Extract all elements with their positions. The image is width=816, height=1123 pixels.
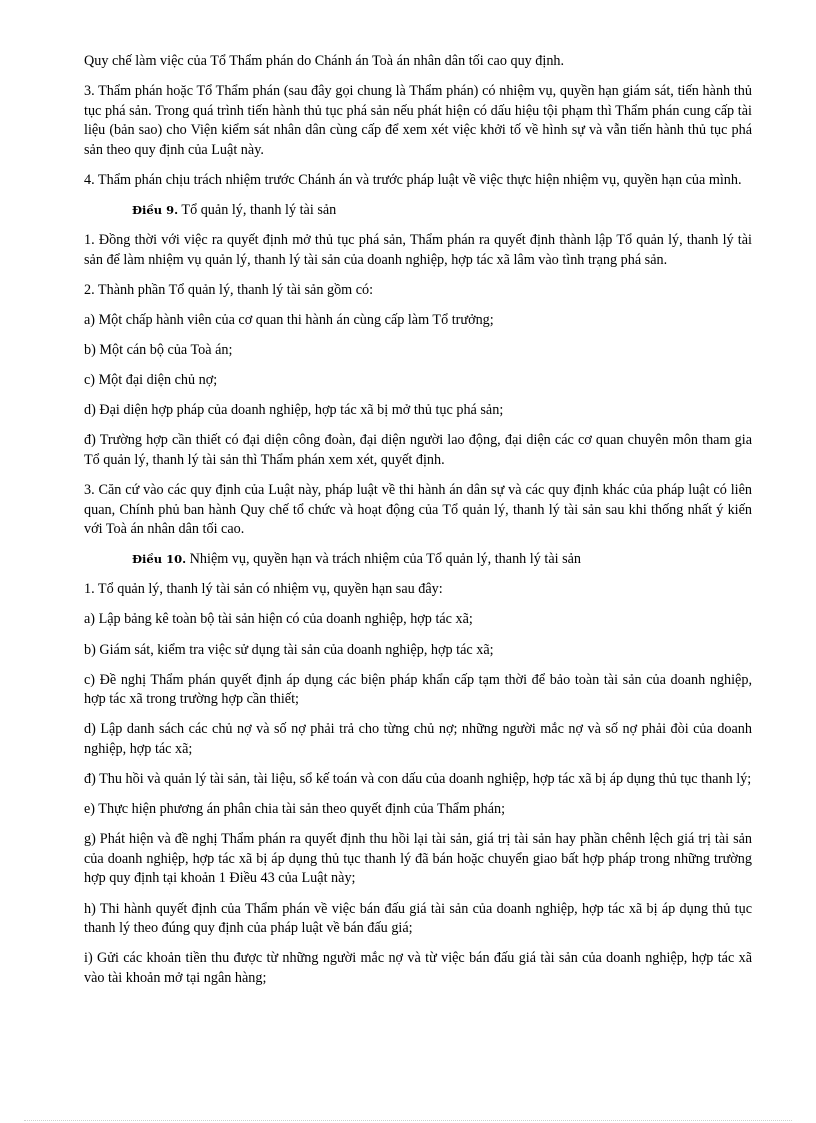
- paragraph: 2. Thành phần Tổ quản lý, thanh lý tài sản gồm có:: [84, 281, 374, 298]
- list-item: b) Một cán bộ của Toà án;: [84, 342, 233, 359]
- paragraph: 1. Tổ quản lý, thanh lý tài sản có nhiệm vụ, quyền hạn sau đây:: [84, 581, 443, 598]
- paragraph: 4. Thẩm phán chịu trách nhiệm trước Chánh án và trước pháp luật về việc thực hiện nhiệm vụ, quyền hạn của mình.: [84, 171, 742, 188]
- article-title: Tổ quản lý, thanh lý tài sản: [181, 202, 337, 219]
- paragraph: 1. Đồng thời với việc ra quyết định mở thủ tục phá sản, Thẩm phán ra quyết định thành lập Tổ quản lý, thanh lý tài sản để làm nhiệm vụ quản lý, thanh lý tài sản của doanh nghiệp, hợp tác xã lâm vào tình trạng phá sản.: [84, 232, 752, 268]
- list-item: đ) Thu hồi và quản lý tài sản, tài liệu, sổ kế toán và con dấu của doanh nghiệp, hợp tác xã bị áp dụng thủ tục thanh lý;: [84, 771, 752, 788]
- article-title: Nhiệm vụ, quyền hạn và trách nhiệm của Tổ quản lý, thanh lý tài sản: [189, 551, 582, 568]
- list-item: e) Thực hiện phương án phân chia tài sản theo quyết định của Thẩm phán;: [84, 801, 506, 818]
- list-item: a) Một chấp hành viên của cơ quan thi hành án cùng cấp làm Tổ trưởng;: [84, 311, 494, 328]
- list-item: đ) Trường hợp cần thiết có đại diện công đoàn, đại diện người lao động, đại diện các cơ quan chuyên môn tham gia Tổ quản lý, thanh lý tài sản thì Thẩm phán xem xét, quyết định.: [84, 432, 752, 468]
- article-label: Điều 10.: [132, 552, 187, 567]
- list-item: d) Lập danh sách các chủ nợ và số nợ phải trả cho từng chủ nợ; những người mắc nợ và số nợ phải đòi của doanh nghiệp, hợp tác xã;: [84, 721, 752, 757]
- article-9-heading: [84, 201, 752, 221]
- list-item: c) Đề nghị Thẩm phán quyết định áp dụng các biện pháp khẩn cấp tạm thời để bảo toàn tài sản của doanh nghiệp, hợp tác xã trong trường hợp cần thiết;: [84, 671, 752, 708]
- list-item: i) Gửi các khoản tiền thu được từ những người mắc nợ và từ việc bán đấu giá tài sản của doanh nghiệp, hợp tác xã vào tài khoản mở tại ngân hàng;: [84, 950, 752, 986]
- list-item: b) Giám sát, kiểm tra việc sử dụng tài sản của doanh nghiệp, hợp tác xã;: [84, 641, 494, 658]
- list-item: a) Lập bảng kê toàn bộ tài sản hiện có của doanh nghiệp, hợp tác xã;: [84, 611, 473, 628]
- paragraph: 3. Thẩm phán hoặc Tổ Thẩm phán (sau đây gọi chung là Thẩm phán) có nhiệm vụ, quyền hạn giám sát, tiến hành thủ tục phá sản. Trong quá trình tiến hành thủ tục phá sản nếu phát hiện có dấu hiệu tội phạm thì Thẩm phán cung cấp tài liệu (bản sao) cho Viện kiểm sát nhân dân cùng cấp để xem xét việc khởi tố về hình sự và vẫn tiến hành thủ tục phá sản theo quy định của Luật này.: [84, 83, 752, 158]
- article-10-heading: [84, 550, 752, 570]
- list-item: g) Phát hiện và đề nghị Thẩm phán ra quyết định thu hồi lại tài sản, giá trị tài sản hay phần chênh lệch giá trị tài sản của doanh nghiệp, hợp tác xã bị áp dụng thủ tục thanh lý đã bán hoặc chuyển giao bất hợp pháp trong những trường hợp quy định tại khoản 1 Điều 43 của Luật này;: [84, 831, 752, 887]
- list-item: d) Đại diện hợp pháp của doanh nghiệp, hợp tác xã bị mở thủ tục phá sản;: [84, 402, 504, 419]
- paragraph: 3. Căn cứ vào các quy định của Luật này, pháp luật về thi hành án dân sự và các quy định khác của pháp luật có liên quan, Chính phủ ban hành Quy chế tổ chức và hoạt động của Tổ quản lý, thanh lý tài sản sau khi thống nhất ý kiến với Toà án nhân dân tối cao.: [84, 482, 752, 538]
- list-item: c) Một đại diện chủ nợ;: [84, 372, 218, 389]
- article-label: Điều 9.: [132, 203, 179, 218]
- list-item: h) Thi hành quyết định của Thẩm phán về việc bán đấu giá tài sản của doanh nghiệp, hợp tác xã bị áp dụng thủ tục thanh lý theo đúng quy định của pháp luật về bán đấu giá;: [84, 900, 752, 937]
- page-bottom-divider: [24, 1120, 792, 1121]
- paragraph: Quy chế làm việc của Tổ Thẩm phán do Chánh án Toà án nhân dân tối cao quy định.: [84, 53, 565, 69]
- document-page: [84, 52, 752, 999]
